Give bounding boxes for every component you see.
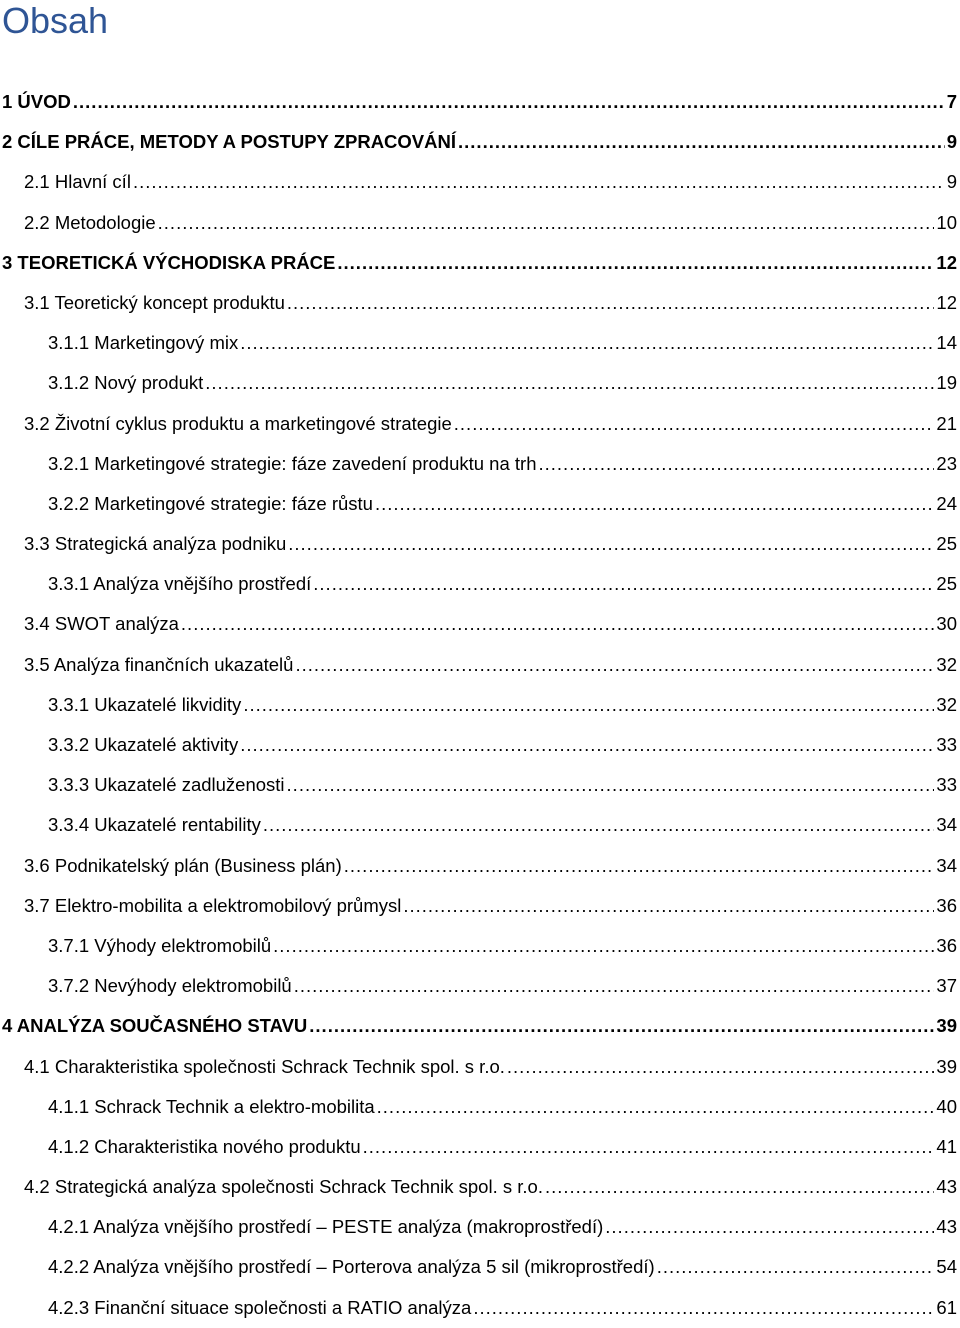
- toc-entry[interactable]: [0, 1288, 960, 1328]
- toc-page-number: 34: [936, 814, 957, 836]
- toc-entry-title: 2.1 Hlavní cíl: [24, 171, 131, 193]
- toc-dot-leader: [458, 122, 945, 162]
- toc-entry-title: 3.1 Teoretický koncept produktu: [24, 291, 285, 313]
- toc-dot-leader: [605, 1207, 934, 1247]
- toc-dot-leader: [473, 1288, 934, 1328]
- toc-entry[interactable]: [0, 926, 960, 966]
- toc-dot-leader: [294, 966, 935, 1006]
- toc-dot-leader: [181, 604, 935, 644]
- toc-entry-title: 1 ÚVOD: [2, 91, 71, 112]
- toc-entry[interactable]: [0, 404, 960, 444]
- toc-entry-title: 3.1.2 Nový produkt: [48, 372, 204, 394]
- toc-entry-title: 3.2 Životní cyklus produktu a marketingové strategie: [24, 412, 452, 434]
- toc-entry[interactable]: [0, 1127, 960, 1167]
- toc-entry[interactable]: [0, 203, 960, 243]
- toc-entry-title: 4.1 Charakteristika společnosti Schrack Technik spol. s r.o.: [24, 1055, 505, 1077]
- toc-page-number: 21: [936, 412, 957, 434]
- toc-dot-leader: [205, 363, 934, 403]
- toc-page-number: 12: [936, 251, 957, 273]
- toc-entry-title: 3.5 Analýza finančních ukazatelů: [24, 653, 294, 675]
- toc-dot-leader: [313, 564, 934, 604]
- toc-entry-title: 3.3 Strategická analýza podniku: [24, 533, 287, 555]
- toc-page-number: 36: [936, 934, 957, 956]
- toc-dot-leader: [295, 645, 934, 685]
- toc-page-number: 54: [936, 1256, 957, 1278]
- toc-entry-title: 4.2.1 Analýza vnějšího prostředí – PESTE analýza (makroprostředí): [48, 1216, 604, 1238]
- toc-entry-title: 4.1.2 Charakteristika nového produktu: [48, 1135, 361, 1157]
- toc-entry-title: 3.3.1 Analýza vnějšího prostředí: [48, 573, 312, 595]
- toc-entry[interactable]: [0, 1087, 960, 1127]
- toc-entry[interactable]: [0, 645, 960, 685]
- toc-page-number: 61: [936, 1296, 957, 1318]
- toc-entry-title: 3 TEORETICKÁ VÝCHODISKA PRÁCE: [2, 251, 336, 273]
- toc-page-number: 39: [936, 1015, 957, 1037]
- toc-dot-leader: [240, 323, 934, 363]
- toc-dot-leader: [287, 283, 935, 323]
- toc-entry-title: 3.4 SWOT analýza: [24, 613, 179, 635]
- toc-dot-leader: [309, 1006, 934, 1046]
- toc-entry[interactable]: [0, 765, 960, 805]
- toc-entry-title: 3.1.1 Marketingový mix: [48, 332, 239, 354]
- toc-page-number: 23: [936, 452, 957, 474]
- toc-page-number: 9: [946, 131, 957, 153]
- toc-entry-title: 3.7 Elektro-mobilita a elektromobilový průmysl: [24, 894, 402, 916]
- toc-page-number: 41: [936, 1135, 957, 1157]
- toc-page-number: 19: [936, 372, 957, 394]
- toc-page-number: 33: [936, 774, 957, 796]
- page-title: Obsah: [2, 0, 109, 41]
- toc-page-number: 32: [936, 693, 957, 715]
- toc-page-number: 34: [936, 854, 957, 876]
- toc-dot-leader: [363, 1127, 935, 1167]
- toc-dot-leader: [403, 886, 934, 926]
- toc-entry[interactable]: [0, 484, 960, 524]
- toc-entry[interactable]: [0, 323, 960, 363]
- toc-page-number: 24: [936, 492, 957, 514]
- toc-page-number: 43: [936, 1216, 957, 1238]
- toc-entry[interactable]: [0, 846, 960, 886]
- toc-entry-title: 4.2.2 Analýza vnějšího prostředí – Porterova analýza 5 sil (mikroprostředí): [48, 1256, 655, 1278]
- toc-dot-leader: [273, 926, 934, 966]
- toc-dot-leader: [454, 404, 935, 444]
- toc-page-number: 32: [936, 653, 957, 675]
- toc-page-number: 25: [936, 573, 957, 595]
- toc-page-number: 25: [936, 533, 957, 555]
- toc-page-number: 9: [946, 171, 957, 193]
- toc-entry[interactable]: [0, 122, 960, 162]
- toc-entry[interactable]: [0, 1207, 960, 1247]
- toc-entry[interactable]: [0, 685, 960, 725]
- table-of-contents: [0, 82, 960, 1328]
- toc-entry-title: 3.3.2 Ukazatelé aktivity: [48, 734, 239, 755]
- toc-entry[interactable]: [0, 1247, 960, 1287]
- toc-entry[interactable]: [0, 604, 960, 644]
- toc-entry-title: 4.2.3 Finanční situace společnosti a RATIO analýza: [48, 1296, 472, 1318]
- toc-dot-leader: [243, 685, 934, 725]
- toc-page-number: 14: [936, 332, 957, 354]
- toc-dot-leader: [337, 243, 934, 283]
- toc-entry-title: 3.2.2 Marketingové strategie: fáze růstu: [48, 492, 373, 514]
- toc-entry[interactable]: [0, 966, 960, 1006]
- toc-dot-leader: [158, 203, 935, 243]
- toc-dot-leader: [507, 1047, 935, 1087]
- toc-entry-title: 4 ANALÝZA SOUČASNÉHO STAVU: [2, 1015, 308, 1037]
- toc-entry[interactable]: [0, 283, 960, 323]
- toc-page-number: 39: [936, 1055, 957, 1077]
- toc-entry-title: 4.1.1 Schrack Technik a elektro-mobilita: [48, 1095, 375, 1117]
- toc-entry-title: 3.3.1 Ukazatelé likvidity: [48, 693, 242, 715]
- toc-page-number: 36: [936, 894, 957, 916]
- toc-dot-leader: [263, 805, 935, 845]
- toc-page-number: 30: [936, 613, 957, 635]
- toc-entry[interactable]: [0, 564, 960, 604]
- toc-entry[interactable]: [0, 363, 960, 403]
- toc-entry[interactable]: [0, 1167, 960, 1207]
- toc-page-number: 12: [936, 291, 957, 313]
- toc-entry[interactable]: [0, 524, 960, 564]
- toc-entry-title: 2 CÍLE PRÁCE, METODY A POSTUPY ZPRACOVÁNÍ: [2, 131, 457, 153]
- toc-dot-leader: [240, 725, 934, 765]
- toc-page-number: 40: [936, 1095, 957, 1117]
- toc-entry[interactable]: [0, 1047, 960, 1087]
- toc-page-number: 10: [936, 211, 957, 233]
- toc-dot-leader: [657, 1247, 935, 1287]
- toc-dot-leader: [545, 1167, 934, 1207]
- toc-page-number: 43: [936, 1176, 957, 1198]
- toc-entry-title: 3.7.2 Nevýhody elektromobilů: [48, 975, 292, 997]
- toc-dot-leader: [344, 846, 935, 886]
- toc-entry[interactable]: [0, 1006, 960, 1046]
- toc-entry-title: 3.7.1 Výhody elektromobilů: [48, 934, 272, 956]
- toc-entry-title: 3.6 Podnikatelský plán (Business plán): [24, 854, 342, 876]
- toc-entry[interactable]: [0, 444, 960, 484]
- toc-entry[interactable]: [0, 725, 960, 765]
- toc-page-number: 37: [936, 975, 957, 997]
- toc-page-number: 33: [936, 734, 957, 755]
- toc-entry[interactable]: [0, 243, 960, 283]
- toc-page-number: 7: [946, 91, 957, 112]
- toc-entry[interactable]: [0, 82, 960, 122]
- toc-entry-title: 4.2 Strategická analýza společnosti Schrack Technik spol. s r.o.: [24, 1176, 543, 1198]
- toc-dot-leader: [375, 484, 934, 524]
- toc-entry[interactable]: [0, 805, 960, 845]
- toc-entry[interactable]: [0, 162, 960, 202]
- toc-dot-leader: [539, 444, 935, 484]
- toc-entry-title: 3.3.3 Ukazatelé zadluženosti: [48, 774, 285, 796]
- toc-dot-leader: [73, 82, 945, 122]
- toc-entry-title: 3.2.1 Marketingové strategie: fáze zavedení produktu na trh: [48, 452, 537, 474]
- toc-dot-leader: [287, 765, 935, 805]
- toc-dot-leader: [377, 1087, 935, 1127]
- toc-entry-title: 2.2 Metodologie: [24, 211, 156, 233]
- toc-entry-title: 3.3.4 Ukazatelé rentability: [48, 814, 261, 836]
- toc-dot-leader: [288, 524, 934, 564]
- toc-dot-leader: [133, 162, 945, 202]
- toc-entry[interactable]: [0, 886, 960, 926]
